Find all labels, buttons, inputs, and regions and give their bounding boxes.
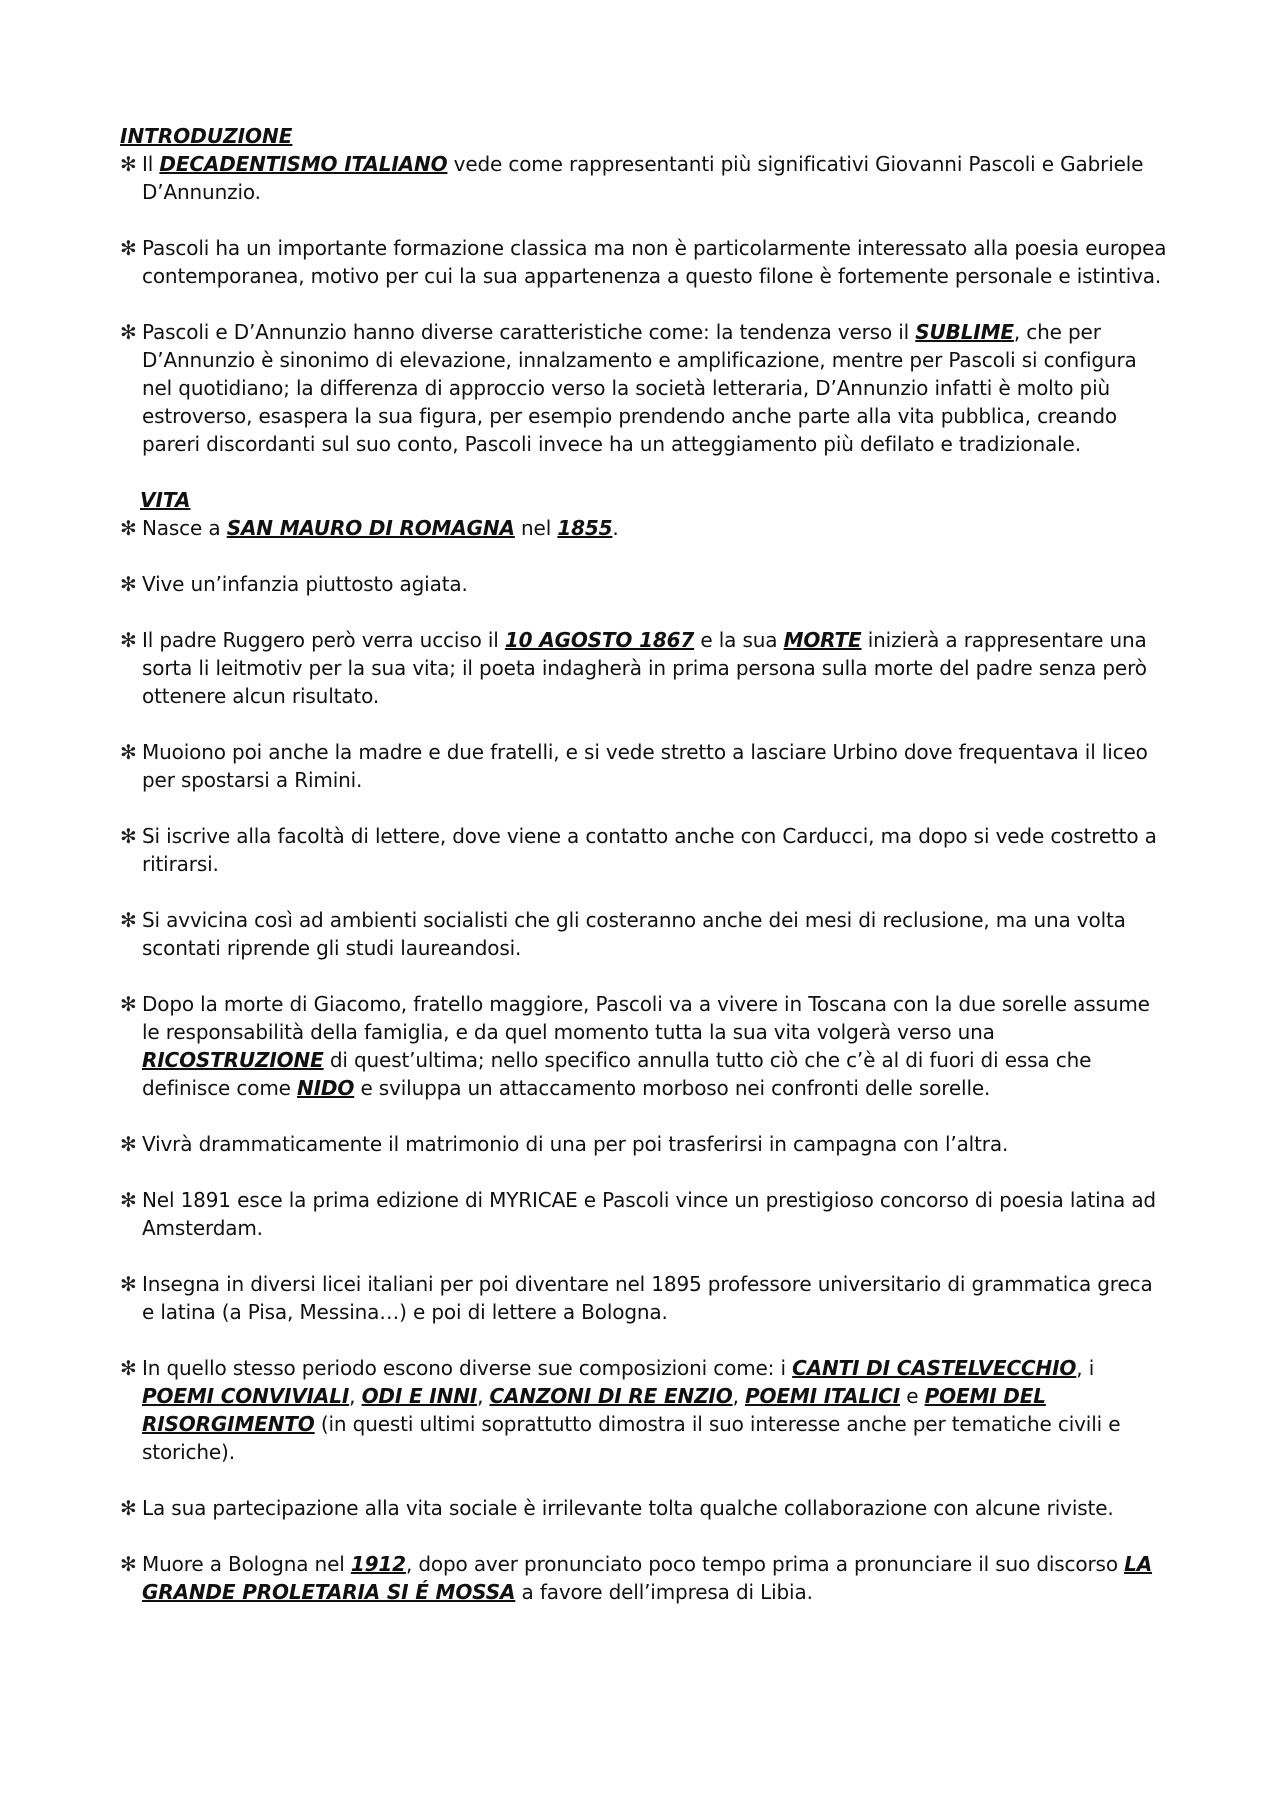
highlighted-term: SUBLIME: [915, 320, 1014, 344]
vita-bullet-item: [120, 570, 1170, 598]
intro-bullet-item: [120, 150, 1170, 206]
highlighted-term: DECADENTISMO ITALIANO: [159, 152, 448, 176]
text-run: inizierà a rappresentare una sorta li leitmotiv per la sua vita; il poeta indagherà in prima persona sulla morte del padre senza però ottenere alcun risultato.: [142, 628, 1147, 708]
text-run: Si avvicina così ad ambienti socialisti che gli costeranno anche dei mesi di reclusione, ma una volta scontati riprende gli studi laureandosi.: [142, 908, 1126, 960]
vita-bullet-item: [120, 1354, 1170, 1466]
text-run: Muore a Bologna nel: [142, 1552, 351, 1576]
asterisk-bullet-icon: ✻: [120, 516, 137, 540]
text-run: a favore dell’impresa di Libia.: [515, 1580, 813, 1604]
section-title-vita: VITA: [140, 488, 191, 512]
text-run: ,: [732, 1384, 745, 1408]
vita-bullet-item: [120, 738, 1170, 794]
asterisk-bullet-icon: ✻: [120, 236, 137, 260]
text-run: Vive un’infanzia piuttosto agiata.: [142, 572, 468, 596]
text-run: Insegna in diversi licei italiani per poi diventare nel 1895 professore universitario di grammatica greca e latina (a Pisa, Messina…) e poi di lettere a Bologna.: [142, 1272, 1153, 1324]
intro-list: [120, 150, 1170, 458]
asterisk-bullet-icon: ✻: [120, 1188, 137, 1212]
text-run: Muoiono poi anche la madre e due fratelli, e si vede stretto a lasciare Urbino dove frequentava il liceo per spostarsi a Rimini.: [142, 740, 1148, 792]
highlighted-term: ODI E INNI: [361, 1384, 478, 1408]
vita-bullet-item: [120, 1550, 1170, 1606]
highlighted-term: RICOSTRUZIONE: [142, 1048, 324, 1072]
text-run: , i: [1076, 1356, 1095, 1380]
text-run: Nel 1891 esce la prima edizione di MYRICAE e Pascoli vince un prestigioso concorso di poesia latina ad Amsterdam.: [142, 1188, 1156, 1240]
text-run: , dopo aver pronunciato poco tempo prima a pronunciare il suo discorso: [405, 1552, 1125, 1576]
text-run: (in questi ultimi soprattutto dimostra il suo interesse anche per tematiche civili e storiche).: [142, 1412, 1121, 1464]
highlighted-term: SAN MAURO DI ROMAGNA: [226, 516, 515, 540]
text-run: e sviluppa un attaccamento morboso nei confronti delle sorelle.: [354, 1076, 991, 1100]
highlighted-term: POEMI CONVIVIALI: [142, 1384, 350, 1408]
asterisk-bullet-icon: ✻: [120, 1272, 137, 1296]
text-run: ,: [477, 1384, 490, 1408]
asterisk-bullet-icon: ✻: [120, 824, 137, 848]
highlighted-term: 1912: [350, 1552, 406, 1576]
text-run: Vivrà drammaticamente il matrimonio di una per poi trasferirsi in campagna con l’altra.: [142, 1132, 1009, 1156]
vita-bullet-item: [120, 906, 1170, 962]
asterisk-bullet-icon: ✻: [120, 1132, 137, 1156]
vita-bullet-item: [120, 1270, 1170, 1326]
text-run: Si iscrive alla facoltà di lettere, dove viene a contatto anche con Carducci, ma dopo si vede costretto a ritirarsi.: [142, 824, 1157, 876]
highlighted-term: POEMI DEL RISORGIMENTO: [142, 1384, 1046, 1436]
text-run: Pascoli ha un importante formazione classica ma non è particolarmente interessato alla poesia europea contemporanea, motivo per cui la sua appartenenza a questo filone è fortemente personale e istintiva.: [142, 236, 1167, 288]
text-run: nel: [514, 516, 558, 540]
text-run: Pascoli e D’Annunzio hanno diverse caratteristiche come: la tendenza verso il: [142, 320, 916, 344]
text-run: vede come rappresentanti più significativi Giovanni Pascoli e Gabriele D’Annunzio.: [142, 152, 1144, 204]
highlighted-term: MORTE: [783, 628, 862, 652]
asterisk-bullet-icon: ✻: [120, 152, 137, 176]
text-run: e la sua: [694, 628, 784, 652]
text-run: e: [900, 1384, 925, 1408]
highlighted-term: CANTI DI CASTELVECCHIO: [792, 1356, 1077, 1380]
intro-bullet-item: [120, 234, 1170, 290]
vita-bullet-item: [120, 822, 1170, 878]
text-run: Il padre Ruggero però verra ucciso il: [142, 628, 505, 652]
asterisk-bullet-icon: ✻: [120, 740, 137, 764]
text-run: Nasce a: [142, 516, 227, 540]
asterisk-bullet-icon: ✻: [120, 1356, 137, 1380]
vita-list: [120, 514, 1170, 1606]
vita-bullet-item: [120, 990, 1170, 1102]
text-run: , che per D’Annunzio è sinonimo di elevazione, innalzamento e amplificazione, mentre per Pascoli si configura nel quotidiano; la differenza di approccio verso la società letteraria, D’Annunzio infatti è molto più estroverso, esaspera la sua figura, per esempio prendendo anche parte alla vita pubblica, creando pareri discordanti sul suo conto, Pascoli invece ha un atteggiamento più defilato e tradizionale.: [142, 320, 1137, 456]
asterisk-bullet-icon: ✻: [120, 1552, 137, 1576]
highlighted-term: POEMI ITALICI: [745, 1384, 900, 1408]
text-run: Dopo la morte di Giacomo, fratello maggiore, Pascoli va a vivere in Toscana con la due sorelle assume le responsabilità della famiglia, e da quel momento tutta la sua vita volgerà verso una: [142, 992, 1150, 1044]
highlighted-term: 1855: [557, 516, 613, 540]
text-run: Il: [142, 152, 160, 176]
text-run: In quello stesso periodo escono diverse sue composizioni come: i: [142, 1356, 793, 1380]
text-run: .: [612, 516, 619, 540]
asterisk-bullet-icon: ✻: [120, 1496, 137, 1520]
vita-bullet-item: [120, 626, 1170, 710]
asterisk-bullet-icon: ✻: [120, 320, 137, 344]
text-run: ,: [349, 1384, 362, 1408]
highlighted-term: CANZONI DI RE ENZIO: [489, 1384, 733, 1408]
highlighted-term: LA GRANDE PROLETARIA SI É MOSSA: [142, 1552, 1153, 1604]
section-title-introduzione: INTRODUZIONE: [120, 124, 293, 148]
text-run: La sua partecipazione alla vita sociale è irrilevante tolta qualche collaborazione con alcune riviste.: [142, 1496, 1114, 1520]
asterisk-bullet-icon: ✻: [120, 572, 137, 596]
asterisk-bullet-icon: ✻: [120, 628, 137, 652]
asterisk-bullet-icon: ✻: [120, 908, 137, 932]
highlighted-term: NIDO: [297, 1076, 355, 1100]
vita-bullet-item: [120, 1494, 1170, 1522]
highlighted-term: 10 AGOSTO 1867: [504, 628, 695, 652]
text-run: di quest’ultima; nello specifico annulla tutto ciò che c’è al di fuori di essa che definisce come: [142, 1048, 1092, 1100]
asterisk-bullet-icon: ✻: [120, 992, 137, 1016]
vita-bullet-item: [120, 514, 1170, 542]
vita-bullet-item: [120, 1130, 1170, 1158]
intro-bullet-item: [120, 318, 1170, 458]
vita-bullet-item: [120, 1186, 1170, 1242]
